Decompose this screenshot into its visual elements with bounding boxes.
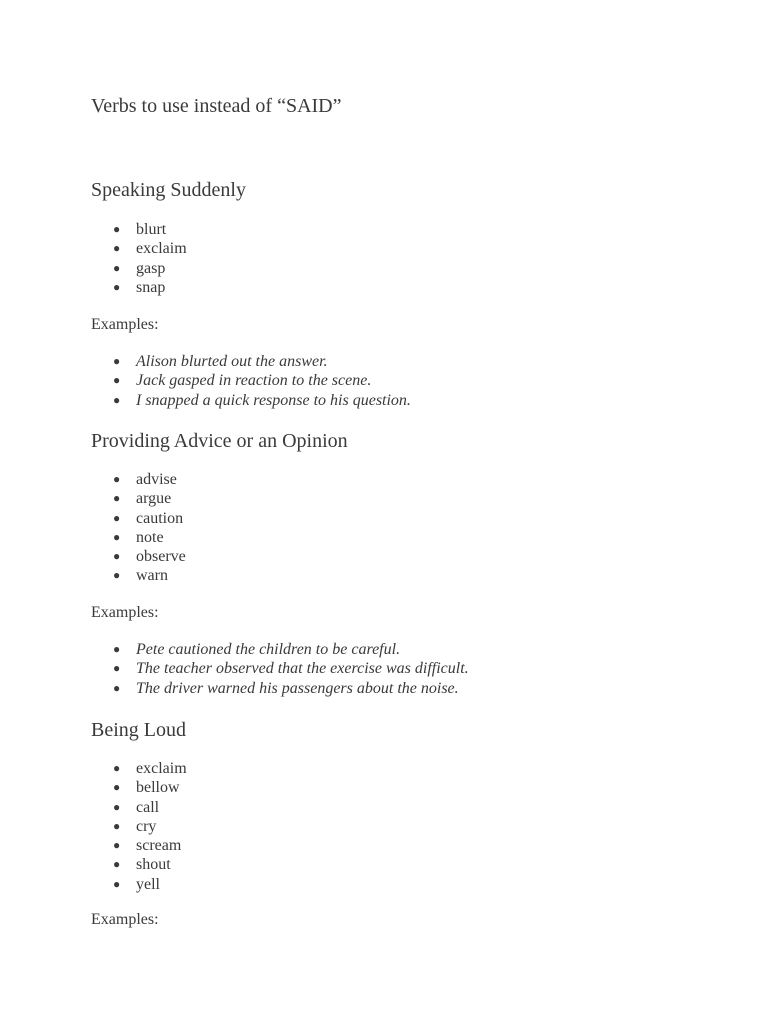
bullet-icon: ●	[113, 510, 121, 525]
bullet-icon: ●	[113, 642, 121, 656]
list-item: ● The driver warned his passengers about the noise.	[113, 679, 459, 697]
bullet-icon: ●	[113, 680, 121, 695]
list-item: ● note	[113, 528, 164, 546]
examples-list-speaking-suddenly	[0, 352, 411, 410]
section-heading-providing-advice: Providing Advice or an Opinion	[91, 430, 348, 452]
list-item: ● argue	[113, 490, 172, 508]
bullet-icon: ●	[113, 491, 121, 506]
section-heading-being-loud: Being Loud	[91, 719, 186, 741]
list-item: ● scream	[113, 837, 182, 855]
list-item: ● observe	[113, 548, 186, 566]
list-item: ● snap	[113, 278, 166, 296]
list-item: ● gasp	[113, 259, 166, 277]
examples-label: Examples:	[91, 604, 159, 621]
list-item: ● Alison blurted out the answer.	[113, 353, 328, 370]
bullet-icon: ●	[113, 818, 121, 833]
list-item: ● yell	[113, 875, 160, 893]
page-title: Verbs to use instead of “SAID”	[91, 95, 342, 117]
bullet-icon: ●	[113, 876, 121, 891]
bullet-icon: ●	[113, 279, 121, 294]
bullet-icon: ●	[113, 354, 121, 368]
list-item: ● Pete cautioned the children to be careful.	[113, 641, 401, 658]
bullet-icon: ●	[113, 472, 121, 486]
bullet-icon: ●	[113, 260, 121, 275]
list-item: ● Jack gasped in reaction to the scene.	[113, 372, 372, 390]
list-item: ● exclaim	[113, 760, 187, 777]
list-item: ● warn	[113, 567, 168, 585]
list-item: ● caution	[113, 509, 184, 527]
bullet-icon: ●	[113, 222, 121, 236]
bullet-icon: ●	[113, 549, 121, 564]
bullet-icon: ●	[113, 373, 121, 388]
list-item: ● shout	[113, 856, 171, 874]
bullet-icon: ●	[113, 241, 121, 256]
bullet-icon: ●	[113, 857, 121, 872]
bullet-icon: ●	[113, 838, 121, 853]
verb-list-speaking-suddenly	[0, 220, 187, 297]
list-item: ● cry	[113, 817, 157, 835]
list-item: ● call	[113, 798, 160, 816]
list-item: ● advise	[113, 471, 177, 488]
list-item: ● blurt	[113, 221, 167, 238]
examples-list-providing-advice	[0, 640, 469, 698]
bullet-icon: ●	[113, 392, 121, 407]
list-item: ● exclaim	[113, 240, 187, 258]
verb-list-being-loud	[0, 759, 187, 894]
bullet-icon: ●	[113, 529, 121, 544]
list-item: ● The teacher observed that the exercise was difficult.	[113, 660, 469, 678]
bullet-icon: ●	[113, 761, 121, 775]
bullet-icon: ●	[113, 568, 121, 583]
bullet-icon: ●	[113, 661, 121, 676]
examples-label: Examples:	[91, 911, 159, 928]
section-heading-speaking-suddenly: Speaking Suddenly	[91, 179, 246, 201]
list-item: ● bellow	[113, 779, 180, 797]
bullet-icon: ●	[113, 780, 121, 795]
list-item: ● I snapped a quick response to his question.	[113, 391, 411, 409]
examples-label: Examples:	[91, 316, 159, 333]
bullet-icon: ●	[113, 799, 121, 814]
verb-list-providing-advice	[0, 470, 186, 586]
